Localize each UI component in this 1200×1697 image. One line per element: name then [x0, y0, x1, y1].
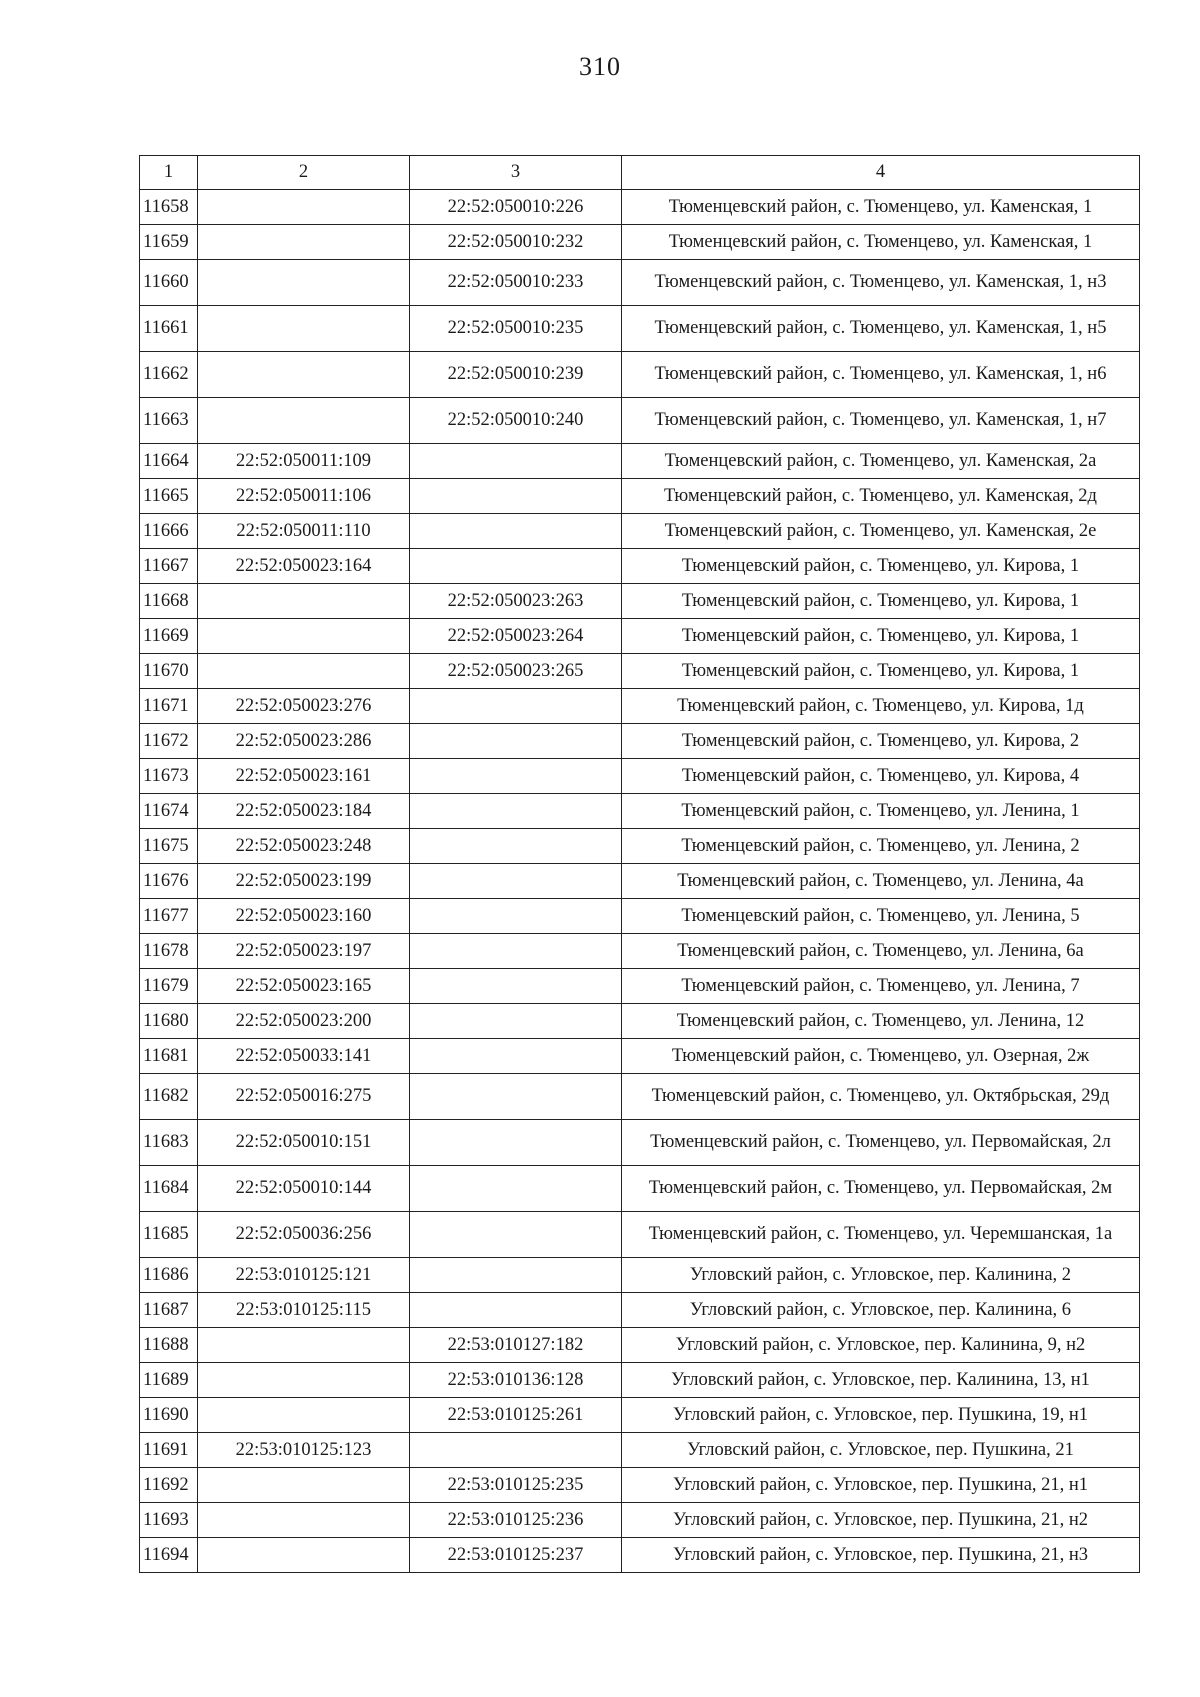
row-number-cell: 11671 — [140, 689, 198, 724]
address-cell: Тюменцевский район, с. Тюменцево, ул. Кирова, 1 — [622, 584, 1140, 619]
cadastral-number-col2-cell: 22:52:050036:256 — [198, 1212, 410, 1258]
address-cell: Тюменцевский район, с. Тюменцево, ул. Каменская, 1, н5 — [622, 306, 1140, 352]
cadastral-number-col2-cell: 22:52:050023:200 — [198, 1004, 410, 1039]
cadastral-number-col3-cell: 22:53:010125:236 — [410, 1503, 622, 1538]
table-row — [140, 829, 1140, 864]
cadastral-number-col2-cell: 22:53:010125:121 — [198, 1258, 410, 1293]
cadastral-number-col2-cell — [198, 225, 410, 260]
table-row — [140, 619, 1140, 654]
table-row — [140, 1074, 1140, 1120]
table-row — [140, 794, 1140, 829]
page-number: 310 — [579, 52, 621, 81]
row-number-cell: 11692 — [140, 1468, 198, 1503]
row-number-cell: 11686 — [140, 1258, 198, 1293]
address-cell: Тюменцевский район, с. Тюменцево, ул. Ленина, 12 — [622, 1004, 1140, 1039]
cadastral-number-col3-cell: 22:53:010127:182 — [410, 1328, 622, 1363]
cadastral-number-col3-cell — [410, 794, 622, 829]
row-number-cell: 11690 — [140, 1398, 198, 1433]
row-number-cell: 11672 — [140, 724, 198, 759]
cadastral-number-col3-cell — [410, 1166, 622, 1212]
table-row — [140, 225, 1140, 260]
address-cell: Тюменцевский район, с. Тюменцево, ул. Кирова, 1 — [622, 654, 1140, 689]
cadastral-number-col3-cell — [410, 549, 622, 584]
row-number-cell: 11674 — [140, 794, 198, 829]
row-number-cell: 11659 — [140, 225, 198, 260]
cadastral-number-col2-cell: 22:52:050023:197 — [198, 934, 410, 969]
cadastral-number-col2-cell: 22:52:050023:286 — [198, 724, 410, 759]
row-number-cell: 11667 — [140, 549, 198, 584]
address-cell: Угловский район, с. Угловское, пер. Пушкина, 21, н2 — [622, 1503, 1140, 1538]
cadastral-number-col3-cell — [410, 899, 622, 934]
row-number-cell: 11688 — [140, 1328, 198, 1363]
cadastral-number-col3-cell: 22:52:050010:240 — [410, 398, 622, 444]
table-row — [140, 724, 1140, 759]
row-number-cell: 11678 — [140, 934, 198, 969]
row-number-cell: 11694 — [140, 1538, 198, 1573]
header-cell-1: 1 — [140, 156, 198, 190]
table-row — [140, 1212, 1140, 1258]
cadastral-number-col2-cell: 22:52:050016:275 — [198, 1074, 410, 1120]
cadastral-number-col3-cell: 22:52:050010:226 — [410, 190, 622, 225]
cadastral-number-col3-cell: 22:53:010136:128 — [410, 1363, 622, 1398]
row-number-cell: 11663 — [140, 398, 198, 444]
cadastral-number-col2-cell: 22:52:050010:144 — [198, 1166, 410, 1212]
address-cell: Тюменцевский район, с. Тюменцево, ул. Кирова, 1 — [622, 549, 1140, 584]
registry-table — [139, 155, 1140, 1573]
cadastral-number-col2-cell: 22:53:010125:115 — [198, 1293, 410, 1328]
row-number-cell: 11691 — [140, 1433, 198, 1468]
row-number-cell: 11662 — [140, 352, 198, 398]
address-cell: Угловский район, с. Угловское, пер. Калинина, 6 — [622, 1293, 1140, 1328]
cadastral-number-col3-cell: 22:52:050010:232 — [410, 225, 622, 260]
address-cell: Тюменцевский район, с. Тюменцево, ул. Каменская, 2а — [622, 444, 1140, 479]
cadastral-number-col3-cell — [410, 1074, 622, 1120]
cadastral-number-col2-cell: 22:52:050023:164 — [198, 549, 410, 584]
address-cell: Тюменцевский район, с. Тюменцево, ул. Каменская, 1, н3 — [622, 260, 1140, 306]
header-cell-2: 2 — [198, 156, 410, 190]
row-number-cell: 11677 — [140, 899, 198, 934]
row-number-cell: 11685 — [140, 1212, 198, 1258]
header-cell-3: 3 — [410, 156, 622, 190]
table-row — [140, 479, 1140, 514]
address-cell: Тюменцевский район, с. Тюменцево, ул. Первомайская, 2м — [622, 1166, 1140, 1212]
table-row — [140, 514, 1140, 549]
table-row — [140, 1538, 1140, 1573]
cadastral-number-col2-cell — [198, 1538, 410, 1573]
row-number-cell: 11684 — [140, 1166, 198, 1212]
row-number-cell: 11658 — [140, 190, 198, 225]
cadastral-number-col2-cell: 22:52:050023:160 — [198, 899, 410, 934]
cadastral-number-col2-cell: 22:52:050033:141 — [198, 1039, 410, 1074]
cadastral-number-col2-cell: 22:52:050023:184 — [198, 794, 410, 829]
cadastral-number-col3-cell: 22:52:050010:235 — [410, 306, 622, 352]
table-row — [140, 398, 1140, 444]
address-cell: Тюменцевский район, с. Тюменцево, ул. Черемшанская, 1а — [622, 1212, 1140, 1258]
address-cell: Угловский район, с. Угловское, пер. Калинина, 13, н1 — [622, 1363, 1140, 1398]
cadastral-number-col2-cell: 22:52:050023:199 — [198, 864, 410, 899]
header-cell-4: 4 — [622, 156, 1140, 190]
table-row — [140, 1433, 1140, 1468]
row-number-cell: 11660 — [140, 260, 198, 306]
row-number-cell: 11693 — [140, 1503, 198, 1538]
address-cell: Тюменцевский район, с. Тюменцево, ул. Кирова, 4 — [622, 759, 1140, 794]
row-number-cell: 11673 — [140, 759, 198, 794]
cadastral-number-col3-cell — [410, 689, 622, 724]
row-number-cell: 11683 — [140, 1120, 198, 1166]
address-cell: Угловский район, с. Угловское, пер. Пушкина, 19, н1 — [622, 1398, 1140, 1433]
row-number-cell: 11675 — [140, 829, 198, 864]
table-row — [140, 689, 1140, 724]
table-row — [140, 654, 1140, 689]
table-body — [140, 190, 1140, 1573]
table-row — [140, 260, 1140, 306]
cadastral-number-col2-cell — [198, 190, 410, 225]
table-row — [140, 1258, 1140, 1293]
table-row — [140, 969, 1140, 1004]
table-row — [140, 306, 1140, 352]
cadastral-number-col3-cell — [410, 1258, 622, 1293]
table-row — [140, 1120, 1140, 1166]
cadastral-number-col3-cell — [410, 864, 622, 899]
cadastral-number-col2-cell: 22:52:050023:161 — [198, 759, 410, 794]
cadastral-number-col3-cell: 22:53:010125:237 — [410, 1538, 622, 1573]
row-number-cell: 11679 — [140, 969, 198, 1004]
address-cell: Тюменцевский район, с. Тюменцево, ул. Каменская, 1, н7 — [622, 398, 1140, 444]
row-number-cell: 11668 — [140, 584, 198, 619]
address-cell: Угловский район, с. Угловское, пер. Пушкина, 21, н1 — [622, 1468, 1140, 1503]
row-number-cell: 11665 — [140, 479, 198, 514]
table-row — [140, 864, 1140, 899]
address-cell: Тюменцевский район, с. Тюменцево, ул. Октябрьская, 29д — [622, 1074, 1140, 1120]
address-cell: Угловский район, с. Угловское, пер. Пушкина, 21 — [622, 1433, 1140, 1468]
table-row — [140, 1468, 1140, 1503]
cadastral-number-col2-cell: 22:52:050023:276 — [198, 689, 410, 724]
cadastral-number-col3-cell — [410, 1120, 622, 1166]
cadastral-number-col2-cell — [198, 1468, 410, 1503]
cadastral-number-col2-cell — [198, 1398, 410, 1433]
table-row — [140, 1398, 1140, 1433]
cadastral-number-col3-cell — [410, 724, 622, 759]
address-cell: Тюменцевский район, с. Тюменцево, ул. Ленина, 6а — [622, 934, 1140, 969]
table-row — [140, 1293, 1140, 1328]
cadastral-number-col3-cell — [410, 759, 622, 794]
row-number-cell: 11687 — [140, 1293, 198, 1328]
registry-table-container — [139, 155, 1139, 1573]
address-cell: Тюменцевский район, с. Тюменцево, ул. Ленина, 1 — [622, 794, 1140, 829]
cadastral-number-col3-cell: 22:52:050010:233 — [410, 260, 622, 306]
cadastral-number-col2-cell — [198, 584, 410, 619]
cadastral-number-col2-cell: 22:53:010125:123 — [198, 1433, 410, 1468]
table-row — [140, 1004, 1140, 1039]
row-number-cell: 11669 — [140, 619, 198, 654]
cadastral-number-col3-cell: 22:52:050023:265 — [410, 654, 622, 689]
table-row — [140, 759, 1140, 794]
address-cell: Тюменцевский район, с. Тюменцево, ул. Кирова, 2 — [622, 724, 1140, 759]
cadastral-number-col2-cell — [198, 654, 410, 689]
cadastral-number-col2-cell — [198, 398, 410, 444]
cadastral-number-col2-cell: 22:52:050023:248 — [198, 829, 410, 864]
address-cell: Тюменцевский район, с. Тюменцево, ул. Озерная, 2ж — [622, 1039, 1140, 1074]
table-row — [140, 1166, 1140, 1212]
cadastral-number-col2-cell — [198, 260, 410, 306]
row-number-cell: 11682 — [140, 1074, 198, 1120]
cadastral-number-col2-cell: 22:52:050010:151 — [198, 1120, 410, 1166]
cadastral-number-col2-cell — [198, 1363, 410, 1398]
cadastral-number-col3-cell — [410, 1433, 622, 1468]
table-row — [140, 352, 1140, 398]
address-cell: Тюменцевский район, с. Тюменцево, ул. Каменская, 1 — [622, 225, 1140, 260]
table-row — [140, 1503, 1140, 1538]
address-cell: Тюменцевский район, с. Тюменцево, ул. Каменская, 2е — [622, 514, 1140, 549]
table-row — [140, 934, 1140, 969]
cadastral-number-col2-cell: 22:52:050011:106 — [198, 479, 410, 514]
address-cell: Тюменцевский район, с. Тюменцево, ул. Кирова, 1 — [622, 619, 1140, 654]
table-row — [140, 1328, 1140, 1363]
cadastral-number-col3-cell: 22:52:050023:264 — [410, 619, 622, 654]
address-cell: Тюменцевский район, с. Тюменцево, ул. Ленина, 2 — [622, 829, 1140, 864]
row-number-cell: 11676 — [140, 864, 198, 899]
cadastral-number-col2-cell — [198, 1503, 410, 1538]
table-row — [140, 1363, 1140, 1398]
address-cell: Тюменцевский район, с. Тюменцево, ул. Ленина, 7 — [622, 969, 1140, 1004]
address-cell: Тюменцевский район, с. Тюменцево, ул. Кирова, 1д — [622, 689, 1140, 724]
cadastral-number-col3-cell — [410, 514, 622, 549]
cadastral-number-col3-cell — [410, 1293, 622, 1328]
cadastral-number-col2-cell — [198, 352, 410, 398]
address-cell: Угловский район, с. Угловское, пер. Калинина, 9, н2 — [622, 1328, 1140, 1363]
table-row — [140, 584, 1140, 619]
table-row — [140, 899, 1140, 934]
address-cell: Тюменцевский район, с. Тюменцево, ул. Каменская, 2д — [622, 479, 1140, 514]
cadastral-number-col3-cell — [410, 934, 622, 969]
cadastral-number-col3-cell — [410, 1004, 622, 1039]
table-row — [140, 549, 1140, 584]
cadastral-number-col3-cell — [410, 444, 622, 479]
row-number-cell: 11661 — [140, 306, 198, 352]
cadastral-number-col3-cell: 22:53:010125:261 — [410, 1398, 622, 1433]
cadastral-number-col3-cell — [410, 1039, 622, 1074]
address-cell: Тюменцевский район, с. Тюменцево, ул. Ленина, 5 — [622, 899, 1140, 934]
row-number-cell: 11670 — [140, 654, 198, 689]
cadastral-number-col2-cell: 22:52:050011:109 — [198, 444, 410, 479]
row-number-cell: 11680 — [140, 1004, 198, 1039]
cadastral-number-col3-cell: 22:52:050010:239 — [410, 352, 622, 398]
address-cell: Угловский район, с. Угловское, пер. Пушкина, 21, н3 — [622, 1538, 1140, 1573]
table-row — [140, 190, 1140, 225]
row-number-cell: 11664 — [140, 444, 198, 479]
row-number-cell: 11681 — [140, 1039, 198, 1074]
cadastral-number-col2-cell — [198, 619, 410, 654]
header-row — [140, 156, 1140, 190]
cadastral-number-col2-cell — [198, 1328, 410, 1363]
address-cell: Угловский район, с. Угловское, пер. Калинина, 2 — [622, 1258, 1140, 1293]
cadastral-number-col2-cell: 22:52:050023:165 — [198, 969, 410, 1004]
cadastral-number-col2-cell: 22:52:050011:110 — [198, 514, 410, 549]
cadastral-number-col2-cell — [198, 306, 410, 352]
cadastral-number-col3-cell — [410, 479, 622, 514]
table-row — [140, 444, 1140, 479]
row-number-cell: 11666 — [140, 514, 198, 549]
cadastral-number-col3-cell — [410, 829, 622, 864]
table-row — [140, 1039, 1140, 1074]
address-cell: Тюменцевский район, с. Тюменцево, ул. Первомайская, 2л — [622, 1120, 1140, 1166]
cadastral-number-col3-cell: 22:52:050023:263 — [410, 584, 622, 619]
address-cell: Тюменцевский район, с. Тюменцево, ул. Каменская, 1, н6 — [622, 352, 1140, 398]
address-cell: Тюменцевский район, с. Тюменцево, ул. Ленина, 4а — [622, 864, 1140, 899]
cadastral-number-col3-cell — [410, 1212, 622, 1258]
row-number-cell: 11689 — [140, 1363, 198, 1398]
cadastral-number-col3-cell: 22:53:010125:235 — [410, 1468, 622, 1503]
address-cell: Тюменцевский район, с. Тюменцево, ул. Каменская, 1 — [622, 190, 1140, 225]
cadastral-number-col3-cell — [410, 969, 622, 1004]
